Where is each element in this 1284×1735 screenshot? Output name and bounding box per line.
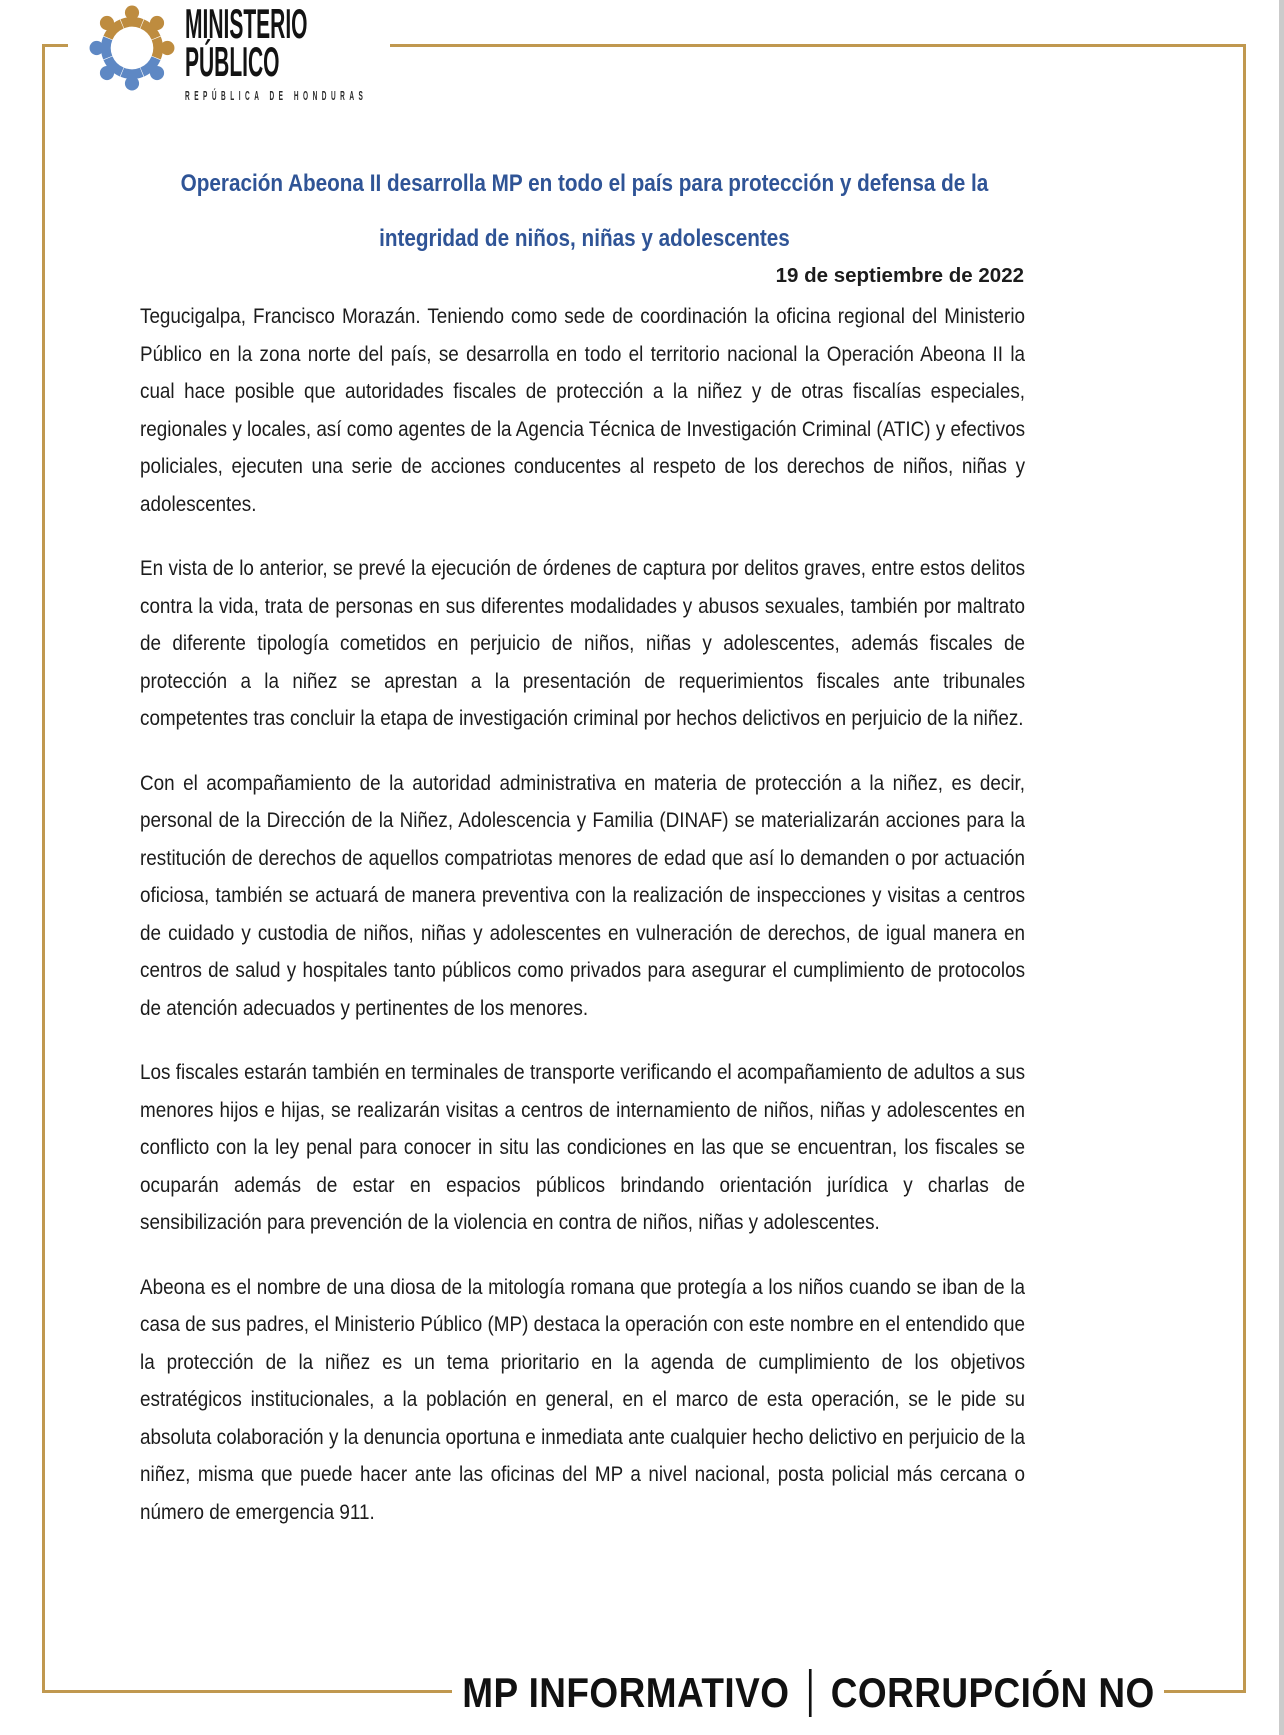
scrollbar-track[interactable]: [1279, 0, 1284, 1735]
logo-name-line1: MINISTERIO: [185, 0, 308, 47]
logo-name-line2: PÚBLICO: [185, 38, 280, 85]
logo-wordmark: [185, 0, 368, 103]
paragraph-1: Tegucigalpa, Francisco Morazán. Teniendo como sede de coordinación la oficina regional del Ministerio Público en la zona norte del país, se desarrolla en todo el territorio nacional la Operación Abeona II la cual hace posible que autoridades fiscales de protección a la niñez y de otras fiscalías especiales, regionales y locales, así como agentes de la Agencia Técnica de Investigación Criminal (ATIC) y efectivos policiales, ejecuten una serie de acciones conducentes al respeto de los derechos de niños, niñas y adolescentes.: [140, 304, 1026, 516]
footer-text: [462, 1669, 1155, 1717]
logo-subtitle: REPÚBLICA DE HONDURAS: [185, 88, 368, 103]
ministerio-publico-logo: [68, 0, 390, 106]
footer-separator-bar: [808, 1669, 811, 1717]
article-body: [140, 298, 1025, 1558]
footer-banner: [452, 1645, 1164, 1735]
paragraph-5: Abeona es el nombre de una diosa de la mitología romana que protegía a los niños cuando se iban de la casa de sus padres, el Ministerio Público (MP) destaca la operación con este nombre en el entendido que la protección de la niñez es un tema prioritario en la agenda de cumplimiento de los objetivos estratégicos institucionales, a la población en general, en el marco de esta operación, se le pide su absoluta colaboración y la denuncia oportuna e inmediata ante cualquier hecho delictivo en perjuicio de la niñez, misma que puede hacer ante las oficinas del MP a nivel nacional, posta policial más cercana o número de emergencia 911.: [140, 1274, 1026, 1524]
people-circle-icon: [86, 2, 178, 94]
paragraph-2: En vista de lo anterior, se prevé la ejecución de órdenes de captura por delitos graves, entre estos delitos contra la vida, trata de personas en sus diferentes modalidades y abusos sexuales, también por maltrato de diferente tipología cometidos en perjuicio de niños, niñas y adolescentes, además fiscales de protección a la niñez se aprestan a la presentación de requerimientos fiscales ante tribunales competentes tras concluir la etapa de investigación criminal por hechos delictivos en perjuicio de la niñez.: [140, 556, 1026, 730]
footer-left-label: MP INFORMATIVO: [461, 1669, 789, 1716]
footer-right-label: CORRUPCIÓN NO: [830, 1669, 1155, 1716]
article-date: 19 de septiembre de 2022: [775, 264, 1024, 287]
paragraph-3: Con el acompañamiento de la autoridad administrativa en materia de protección a la niñez, es decir, personal de la Dirección de la Niñez, Adolescencia y Familia (DINAF) se materializarán acciones para la restitución de derechos de aquellos compatriotas menores de edad que así lo demanden o por actuación oficiosa, también se actuará de manera preventiva con la realización de inspecciones y visitas a centros de cuidado y custodia de niños, niñas y adolescentes en vulneración de derechos, de igual manera en centros de salud y hospitales tanto públicos como privados para asegurar el cumplimiento de protocolos de atención adecuados y pertinentes de los menores.: [140, 770, 1026, 1020]
article-title: Operación Abeona II desarrolla MP en todo el país para protección y defensa de la integridad de niños, niñas y adolescentes: [180, 170, 989, 252]
paragraph-4: Los fiscales estarán también en terminales de transporte verificando el acompañamiento de adultos a sus menores hijos e hijas, se realizarán visitas a centros de internamiento de niños, niñas y adolescentes en conflicto con la ley penal para conocer in situ las condiciones en las que se encuentran, los fiscales se ocuparán además de estar en espacios públicos brindando orientación jurídica y charlas de sensibilización para prevención de la violencia en contra de niños, niñas y adolescentes.: [140, 1060, 1026, 1234]
